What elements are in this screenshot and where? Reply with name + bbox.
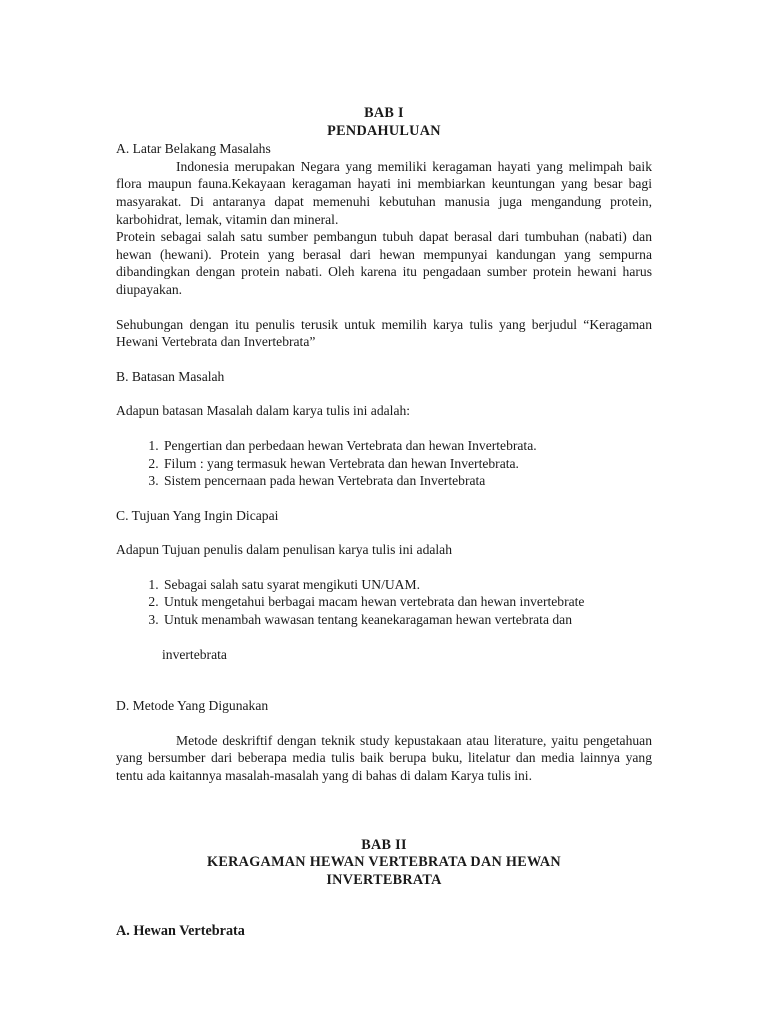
section-a-heading: A. Latar Belakang Masalahs [116, 141, 271, 157]
document-page [116, 105, 652, 941]
bab1-title: BAB I [364, 105, 404, 121]
section-d-heading: D. Metode Yang Digunakan [116, 698, 269, 714]
section-b-list [116, 437, 652, 490]
section-a-paragraph-2: Protein sebagai salah satu sumber pembangun tubuh dapat berasal dari tumbuhan (nabati) dan hewan (hewani). Protein yang berasal dari hewan mempunyai kandungan yang sempurna dibandingkan dengan protein nabati. Oleh karena itu pengadaan sumber protein hewani harus diupayakan. [116, 229, 652, 297]
bab2-title: BAB II [361, 836, 407, 853]
section-c-list [116, 576, 652, 629]
section-b-intro: Adapun batasan Masalah dalam karya tulis ini adalah: [116, 403, 411, 419]
bab2-subtitle-line-1: KERAGAMAN HEWAN VERTEBRATA DAN HEWAN [207, 854, 561, 871]
section-d-paragraph: Metode deskriftif dengan teknik study kepustakaan atau literature, yaitu pengetahuan yang bersumber dari beberapa media tulis baik berupa buku, litelatur dan media lainnya yang tentu ada kaitannya masalah-masalah yang di bahas di dalam Karya tulis ini. [116, 732, 652, 784]
list-item: 2. Untuk mengetahui berbagai macam hewan vertebrata dan hewan invertebrate [162, 593, 652, 611]
section-a-paragraph-3: Sehubungan dengan itu penulis terusik untuk memilih karya tulis yang berjudul “Keragaman Hewani Vertebrata dan Invertebrata” [116, 316, 652, 350]
bab1-subtitle: PENDAHULUAN [327, 122, 441, 139]
list-item: 2. Filum : yang termasuk hewan Vertebrata dan hewan Invertebrata. [162, 455, 652, 473]
section-c-heading: C. Tujuan Yang Ingin Dicapai [116, 507, 279, 523]
list-item: 1. Sebagai salah satu syarat mengikuti UN/UAM. [162, 576, 652, 594]
section-c-intro: Adapun Tujuan penulis dalam penulisan karya tulis ini adalah [116, 542, 453, 558]
list-item: 3. Sistem pencernaan pada hewan Vertebrata dan Invertebrata [162, 472, 652, 490]
section-a-paragraph-1: Indonesia merupakan Negara yang memiliki keragaman hayati yang melimpah baik flora maupun fauna.Kekayaan keragaman hayati ini membiarkan keuntungan yang besar bagi masyarakat. Di antaranya dapat memenuhi kebutuhan manusia juga mengandung protein, karbohidrat, lemak, vitamin dan mineral. [116, 158, 652, 227]
bab2-section-a-heading: A. Hewan Vertebrata [116, 923, 245, 940]
section-b-heading: B. Batasan Masalah [116, 368, 225, 384]
list-item: 1. Pengertian dan perbedaan hewan Vertebrata dan hewan Invertebrata. [162, 437, 652, 455]
bab2-subtitle-line-2: INVERTEBRATA [326, 871, 442, 888]
list-item: 3. Untuk menambah wawasan tentang keanekaragaman hewan vertebrata dan [162, 611, 652, 629]
section-c-list-continuation: invertebrata [162, 646, 227, 662]
